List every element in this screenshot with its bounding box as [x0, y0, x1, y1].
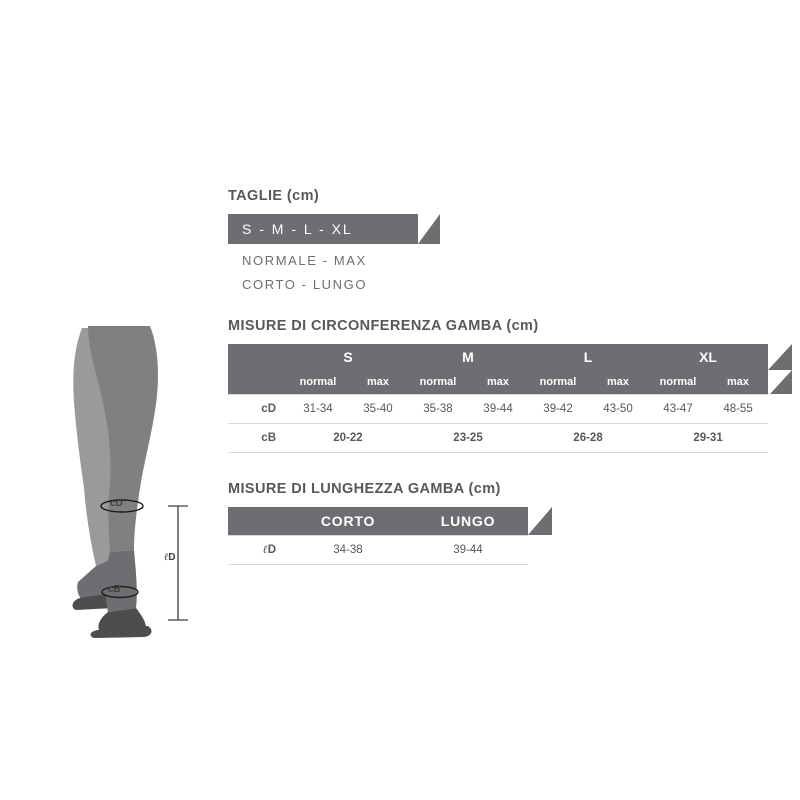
length-block — [228, 481, 768, 565]
cd-label: cD — [110, 498, 123, 509]
subheader-s-normal: normal — [288, 370, 348, 395]
sizes-banner: S - M - L - XL — [228, 214, 418, 244]
circumference-subheader-spacer — [228, 370, 288, 395]
size-header-xl: XL — [648, 344, 768, 370]
subheader-m-normal: normal — [408, 370, 468, 395]
sizes-title: TAGLIE (cm) — [228, 188, 320, 204]
table-row-ld — [228, 536, 528, 565]
cd-xl-max: 48-55 — [708, 395, 768, 424]
cb-m: 23-25 — [408, 424, 528, 453]
ld-corto: 34-38 — [288, 536, 408, 565]
sizes-banner-wrap — [228, 214, 418, 244]
subheader-xl-max: max — [708, 370, 768, 395]
subheader-xl-normal: normal — [648, 370, 708, 395]
subheader-l-normal: normal — [528, 370, 588, 395]
cd-s-normal: 31-34 — [288, 395, 348, 424]
size-header-s: S — [288, 344, 408, 370]
length-header-lungo: LUNGO — [408, 507, 528, 536]
circumference-block — [228, 318, 768, 453]
cd-m-normal: 35-38 — [408, 395, 468, 424]
length-title: MISURE DI LUNGHEZZA GAMBA (cm) — [228, 481, 501, 497]
sizes-block — [228, 188, 768, 292]
size-header-l: L — [528, 344, 648, 370]
leg-illustration — [30, 320, 210, 660]
subheader-m-max: max — [468, 370, 528, 395]
ld-label: ℓD — [164, 552, 176, 563]
circumference-size-header-row — [228, 344, 768, 370]
cb-label: cB — [108, 584, 121, 595]
subheader-slant-edge — [770, 370, 792, 394]
length-slant-edge — [528, 507, 552, 535]
circumference-title: MISURE DI CIRCONFERENZA GAMBA (cm) — [228, 318, 539, 334]
length-header-row — [228, 507, 528, 536]
size-header-m: M — [408, 344, 528, 370]
cb-s: 20-22 — [288, 424, 408, 453]
cd-xl-normal: 43-47 — [648, 395, 708, 424]
sizes-line-corto-lungo: CORTO - LUNGO — [242, 277, 368, 292]
sizes-line-normal-max: NORMALE - MAX — [242, 253, 367, 268]
subheader-l-max: max — [588, 370, 648, 395]
cb-l: 26-28 — [528, 424, 648, 453]
table-row-cb — [228, 424, 768, 453]
cb-xl: 29-31 — [648, 424, 768, 453]
row-label-cd: cD — [228, 395, 288, 424]
circumference-header-spacer — [228, 344, 288, 370]
ld-lungo: 39-44 — [408, 536, 528, 565]
cd-m-max: 39-44 — [468, 395, 528, 424]
circumference-subheader-row — [228, 370, 768, 395]
length-header-spacer — [228, 507, 288, 536]
length-table — [228, 507, 528, 565]
cd-s-max: 35-40 — [348, 395, 408, 424]
table-row-cd — [228, 395, 768, 424]
leg-illustration-svg — [30, 320, 210, 660]
circumference-table — [228, 344, 768, 453]
subheader-s-max: max — [348, 370, 408, 395]
row-label-cb: cB — [228, 424, 288, 453]
front-calf-shape — [105, 550, 137, 612]
length-header-corto: CORTO — [288, 507, 408, 536]
cd-l-max: 43-50 — [588, 395, 648, 424]
row-label-ld: ℓD — [228, 536, 288, 565]
cd-l-normal: 39-42 — [528, 395, 588, 424]
content-column — [228, 188, 768, 565]
header-slant-edge — [768, 344, 792, 370]
